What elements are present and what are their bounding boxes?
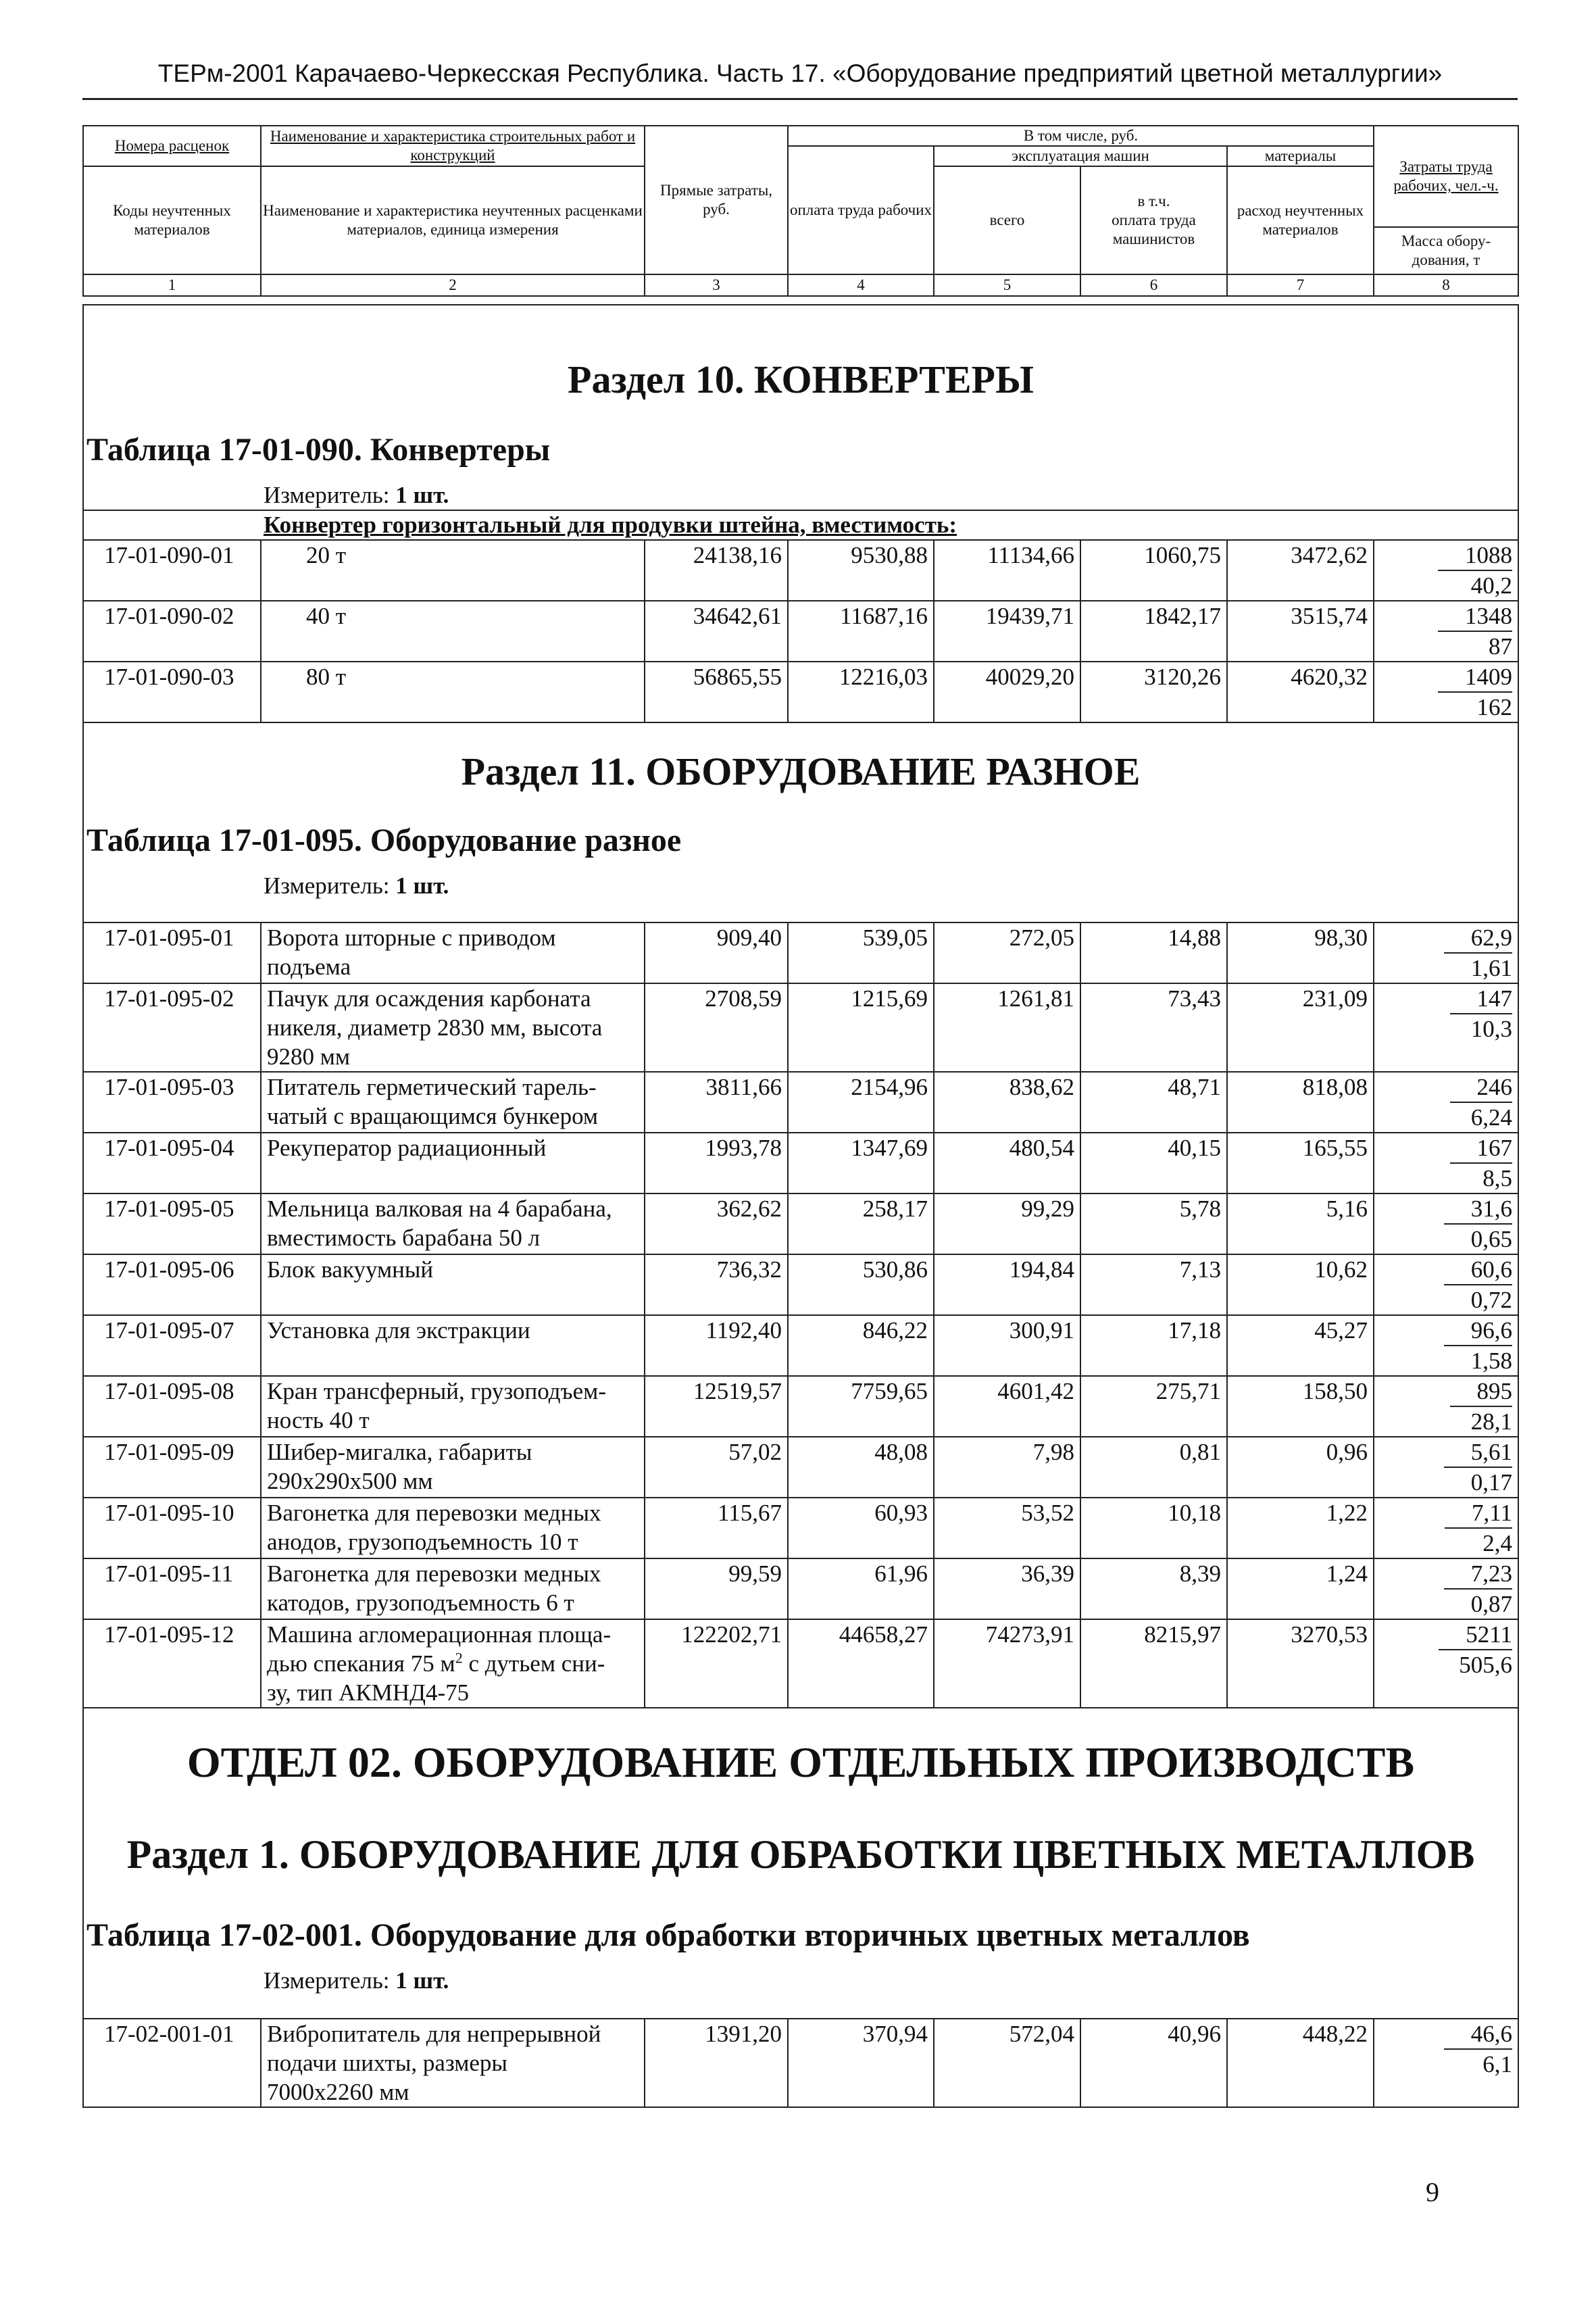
labor-value: 1409 (1438, 662, 1512, 693)
table-row (83, 1498, 1518, 1558)
machinist-wages: 8,39 (1080, 1558, 1227, 1619)
machinist-wages: 1842,17 (1080, 601, 1227, 662)
worker-wages: 370,94 (788, 2019, 934, 2107)
worker-wages: 12216,03 (788, 662, 934, 722)
machinist-wages: 48,71 (1080, 1072, 1227, 1133)
labor-value: 1088 (1438, 541, 1512, 571)
labor-value: 5,61 (1444, 1437, 1512, 1468)
labor-value: 167 (1450, 1133, 1513, 1164)
col-8-top: Затраты труда рабочих, чел.-ч. (1374, 126, 1518, 227)
machine-total: 19439,71 (934, 601, 1080, 662)
row-code: 17-01-095-03 (83, 1072, 261, 1133)
labor-value: 1348 (1438, 601, 1512, 632)
machinist-wages: 40,15 (1080, 1133, 1227, 1193)
machine-total: 272,05 (934, 922, 1080, 983)
price-table (82, 304, 1519, 2108)
machinist-wages: 40,96 (1080, 2019, 1227, 2107)
labor-mass-cell (1374, 662, 1518, 722)
row-name: 40 т (261, 601, 645, 662)
materials-cost: 0,96 (1227, 1437, 1374, 1498)
row-code: 17-01-090-03 (83, 662, 261, 722)
col-6: в т.ч. оплата труда машинистов (1080, 166, 1227, 274)
machinist-wages: 73,43 (1080, 983, 1227, 1072)
section-10-title: Раздел 10. КОНВЕРТЕРЫ (568, 358, 1034, 401)
mass-value: 0,72 (1470, 1287, 1512, 1313)
machine-total: 572,04 (934, 2019, 1080, 2107)
worker-wages: 7759,65 (788, 1376, 934, 1437)
table-row (83, 601, 1518, 662)
materials-cost: 1,22 (1227, 1498, 1374, 1558)
table-row (83, 1315, 1518, 1376)
direct-cost: 1192,40 (645, 1315, 788, 1376)
direct-cost: 1391,20 (645, 2019, 788, 2107)
mass-value: 1,61 (1470, 955, 1512, 981)
row-name: Рекуператор радиационный (261, 1133, 645, 1193)
title-rule (82, 98, 1518, 100)
machine-total: 40029,20 (934, 662, 1080, 722)
section-11-title: Раздел 11. ОБОРУДОВАНИЕ РАЗНОЕ (461, 749, 1141, 793)
mass-value: 8,5 (1482, 1165, 1512, 1191)
labor-value: 62,9 (1444, 923, 1512, 954)
worker-wages: 44658,27 (788, 1619, 934, 1708)
labor-mass-cell (1374, 1437, 1518, 1498)
materials-cost: 98,30 (1227, 922, 1374, 983)
table-row (83, 1376, 1518, 1437)
table-row (83, 1072, 1518, 1133)
worker-wages: 539,05 (788, 922, 934, 983)
table-17-01-095-title: Таблица 17-01-095. Оборудование разное (86, 822, 682, 858)
machinist-wages: 7,13 (1080, 1254, 1227, 1315)
worker-wages: 1347,69 (788, 1133, 934, 1193)
materials-cost: 165,55 (1227, 1133, 1374, 1193)
col-7: расход неучтенных материалов (1227, 166, 1374, 274)
machines-header: эксплуатация машин (934, 146, 1227, 166)
row-code: 17-01-095-02 (83, 983, 261, 1072)
table-row (83, 2019, 1518, 2107)
row-code: 17-01-095-09 (83, 1437, 261, 1498)
worker-wages: 9530,88 (788, 540, 934, 601)
row-code: 17-01-095-11 (83, 1558, 261, 1619)
row-code: 17-01-090-01 (83, 540, 261, 601)
machine-total: 300,91 (934, 1315, 1080, 1376)
table-row (83, 540, 1518, 601)
col-number-7: 7 (1227, 274, 1374, 296)
worker-wages: 1215,69 (788, 983, 934, 1072)
labor-mass-cell (1374, 1376, 1518, 1437)
machine-total: 11134,66 (934, 540, 1080, 601)
row-name: Установка для экстракции (261, 1315, 645, 1376)
machinist-wages: 14,88 (1080, 922, 1227, 983)
column-header-table (82, 125, 1519, 297)
row-name: Блок вакуумный (261, 1254, 645, 1315)
direct-cost: 2708,59 (645, 983, 788, 1072)
mass-value: 0,87 (1470, 1591, 1512, 1617)
mass-value: 505,6 (1459, 1652, 1512, 1678)
labor-mass-cell (1374, 1254, 1518, 1315)
machine-total: 194,84 (934, 1254, 1080, 1315)
direct-cost: 57,02 (645, 1437, 788, 1498)
row-code: 17-02-001-01 (83, 2019, 261, 2107)
machinist-wages: 3120,26 (1080, 662, 1227, 722)
labor-value: 60,6 (1444, 1255, 1512, 1285)
col-number-4: 4 (788, 274, 934, 296)
row-name: Мельница валковая на 4 барабана, вместимость барабана 50 л (261, 1193, 645, 1254)
machinist-wages: 5,78 (1080, 1193, 1227, 1254)
direct-cost: 1993,78 (645, 1133, 788, 1193)
table-17-02-001-title: Таблица 17-02-001. Оборудование для обработки вторичных цветных металлов (86, 1917, 1250, 1953)
materials-cost: 3472,62 (1227, 540, 1374, 601)
materials-cost: 818,08 (1227, 1072, 1374, 1133)
machine-total: 480,54 (934, 1133, 1080, 1193)
table-row (83, 922, 1518, 983)
labor-mass-cell (1374, 1619, 1518, 1708)
mass-value: 162 (1476, 694, 1512, 720)
row-code: 17-01-095-07 (83, 1315, 261, 1376)
labor-value: 147 (1450, 984, 1513, 1014)
direct-cost: 3811,66 (645, 1072, 788, 1133)
labor-mass-cell (1374, 1315, 1518, 1376)
machine-total: 36,39 (934, 1558, 1080, 1619)
incl-header: В том числе, руб. (788, 126, 1374, 146)
direct-cost: 362,62 (645, 1193, 788, 1254)
document-title: ТЕРм-2001 Карачаево-Черкесская Республика. Часть 17. «Оборудование предприятий цветной металлургии» (157, 59, 1443, 87)
row-code: 17-01-095-05 (83, 1193, 261, 1254)
materials-cost: 231,09 (1227, 983, 1374, 1072)
mass-value: 87 (1489, 633, 1512, 660)
mass-value: 6,24 (1470, 1104, 1512, 1131)
section-11-header (83, 722, 1518, 922)
row-name: Машина агломерационная площа- дью спекания 75 $м^2$ с дутьем сни- зу, тип АКМНД4-75 (261, 1619, 645, 1708)
table-17-01-090-title: Таблица 17-01-090. Конвертеры (86, 432, 551, 468)
mass-value: 1,58 (1470, 1348, 1512, 1374)
page-number: 9 (1426, 2177, 1439, 2207)
labor-mass-cell (1374, 540, 1518, 601)
row-name: 20 т (261, 540, 645, 601)
labor-mass-cell (1374, 1193, 1518, 1254)
row-name: Вагонетка для перевозки медных анодов, грузоподъемность 10 т (261, 1498, 645, 1558)
table-row (83, 1619, 1518, 1708)
table-row (83, 1558, 1518, 1619)
machine-total: 4601,42 (934, 1376, 1080, 1437)
materials-cost: 45,27 (1227, 1315, 1374, 1376)
mass-value: 2,4 (1482, 1530, 1512, 1556)
row-code: 17-01-095-10 (83, 1498, 261, 1558)
col-number-2: 2 (261, 274, 645, 296)
machinist-wages: 10,18 (1080, 1498, 1227, 1558)
materials-cost: 3515,74 (1227, 601, 1374, 662)
row-code: 17-01-095-04 (83, 1133, 261, 1193)
materials-cost: 158,50 (1227, 1376, 1374, 1437)
materials-cost: 10,62 (1227, 1254, 1374, 1315)
row-code: 17-01-090-02 (83, 601, 261, 662)
row-name: Кран трансферный, грузоподъем- ность 40 т (261, 1376, 645, 1437)
col-1-bottom: Коды неучтенных материалов (83, 166, 261, 274)
labor-value: 96,6 (1444, 1316, 1512, 1346)
worker-wages: 48,08 (788, 1437, 934, 1498)
mass-value: 10,3 (1470, 1016, 1512, 1042)
row-code: 17-01-095-08 (83, 1376, 261, 1437)
labor-mass-cell (1374, 1133, 1518, 1193)
col-2-bottom: Наименование и характеристика неучтенных расценками материалов, единица измерения (261, 166, 645, 274)
mass-value: 6,1 (1482, 2051, 1512, 2077)
machine-total: 7,98 (934, 1437, 1080, 1498)
labor-value: 246 (1450, 1073, 1513, 1103)
machine-total: 838,62 (934, 1072, 1080, 1133)
col-8-bottom: Масса обору-дования, т (1374, 227, 1518, 274)
materials-cost: 1,24 (1227, 1558, 1374, 1619)
col-2-top: Наименование и характеристика строительных работ и конструкций (261, 126, 645, 166)
row-name: Питатель герметический тарель- чатый с вращающимся бункером (261, 1072, 645, 1133)
worker-wages: 258,17 (788, 1193, 934, 1254)
otdel-02-section-title: Раздел 1. ОБОРУДОВАНИЕ ДЛЯ ОБРАБОТКИ ЦВЕТНЫХ МЕТАЛЛОВ (126, 1832, 1475, 1877)
col-3: Прямые затраты, руб. (645, 126, 788, 274)
measure-line: Измеритель: 1 шт. (264, 872, 449, 899)
col-5: всего (934, 166, 1080, 274)
direct-cost: 122202,71 (645, 1619, 788, 1708)
direct-cost: 24138,16 (645, 540, 788, 601)
row-name: Пачук для осаждения карбоната никеля, диаметр 2830 мм, высота 9280 мм (261, 983, 645, 1072)
machine-total: 74273,91 (934, 1619, 1080, 1708)
mass-value: 0,17 (1470, 1469, 1512, 1496)
materials-cost: 4620,32 (1227, 662, 1374, 722)
measure-line: Измеритель: 1 шт. (264, 1967, 449, 1994)
direct-cost: 736,32 (645, 1254, 788, 1315)
machinist-wages: 17,18 (1080, 1315, 1227, 1376)
direct-cost: 56865,55 (645, 662, 788, 722)
labor-mass-cell (1374, 983, 1518, 1072)
labor-value: 46,6 (1444, 2019, 1512, 2050)
labor-mass-cell (1374, 922, 1518, 983)
materials-cost: 448,22 (1227, 2019, 1374, 2107)
table-row (83, 662, 1518, 722)
mass-value: 40,2 (1470, 572, 1512, 599)
converter-subheader: Конвертер горизонтальный для продувки штейна, вместимость: (264, 512, 957, 538)
materials-header: материалы (1227, 146, 1374, 166)
labor-mass-cell (1374, 1072, 1518, 1133)
table-row (83, 1254, 1518, 1315)
table-row (83, 1133, 1518, 1193)
row-name: Шибер-мигалка, габариты 290х290х500 мм (261, 1437, 645, 1498)
section-11-rows (83, 922, 1518, 1708)
machine-total: 99,29 (934, 1193, 1080, 1254)
machinist-wages: 1060,75 (1080, 540, 1227, 601)
converter-subheader-row (83, 510, 1518, 540)
direct-cost: 99,59 (645, 1558, 788, 1619)
row-code: 17-01-095-06 (83, 1254, 261, 1315)
col-number-6: 6 (1080, 274, 1227, 296)
worker-wages: 60,93 (788, 1498, 934, 1558)
labor-value: 5211 (1439, 1620, 1512, 1650)
direct-cost: 115,67 (645, 1498, 788, 1558)
row-name: Вагонетка для перевозки медных катодов, грузоподъемность 6 т (261, 1558, 645, 1619)
otdel-02-rows (83, 2019, 1518, 2107)
worker-wages: 846,22 (788, 1315, 934, 1376)
labor-mass-cell (1374, 1498, 1518, 1558)
row-code: 17-01-095-12 (83, 1619, 261, 1708)
worker-wages: 11687,16 (788, 601, 934, 662)
col-number-5: 5 (934, 274, 1080, 296)
labor-mass-cell (1374, 1558, 1518, 1619)
col-1-top: Номера расценок (83, 126, 261, 166)
measure-line: Измеритель: 1 шт. (264, 482, 449, 508)
labor-value: 7,11 (1445, 1498, 1512, 1529)
col-number-3: 3 (645, 274, 788, 296)
col-number-8: 8 (1374, 274, 1518, 296)
table-row (83, 1437, 1518, 1498)
mass-value: 0,65 (1470, 1226, 1512, 1252)
worker-wages: 530,86 (788, 1254, 934, 1315)
row-code: 17-01-095-01 (83, 922, 261, 983)
direct-cost: 909,40 (645, 922, 788, 983)
labor-value: 31,6 (1444, 1194, 1512, 1225)
machinist-wages: 0,81 (1080, 1437, 1227, 1498)
worker-wages: 61,96 (788, 1558, 934, 1619)
machine-total: 1261,81 (934, 983, 1080, 1072)
labor-mass-cell (1374, 2019, 1518, 2107)
direct-cost: 34642,61 (645, 601, 788, 662)
labor-value: 895 (1450, 1377, 1513, 1407)
mass-value: 28,1 (1470, 1408, 1512, 1435)
table-row (83, 1193, 1518, 1254)
machinist-wages: 275,71 (1080, 1376, 1227, 1437)
col-number-1: 1 (83, 274, 261, 296)
labor-value: 7,23 (1444, 1559, 1512, 1590)
section-10-header (83, 305, 1518, 510)
materials-cost: 5,16 (1227, 1193, 1374, 1254)
table-row (83, 983, 1518, 1072)
direct-cost: 12519,57 (645, 1376, 788, 1437)
machinist-wages: 8215,97 (1080, 1619, 1227, 1708)
materials-cost: 3270,53 (1227, 1619, 1374, 1708)
row-name: Ворота шторные с приводом подъема (261, 922, 645, 983)
section-10-rows (83, 540, 1518, 722)
row-name: Вибропитатель для непрерывной подачи шихты, размеры 7000х2260 мм (261, 2019, 645, 2107)
machine-total: 53,52 (934, 1498, 1080, 1558)
row-name: 80 т (261, 662, 645, 722)
otdel-02-header (83, 1708, 1518, 2019)
labor-mass-cell (1374, 601, 1518, 662)
otdel-02-title: ОТДЕЛ 02. ОБОРУДОВАНИЕ ОТДЕЛЬНЫХ ПРОИЗВОДСТВ (186, 1738, 1415, 1786)
worker-wages: 2154,96 (788, 1072, 934, 1133)
col-4: оплата труда рабочих (788, 146, 934, 274)
